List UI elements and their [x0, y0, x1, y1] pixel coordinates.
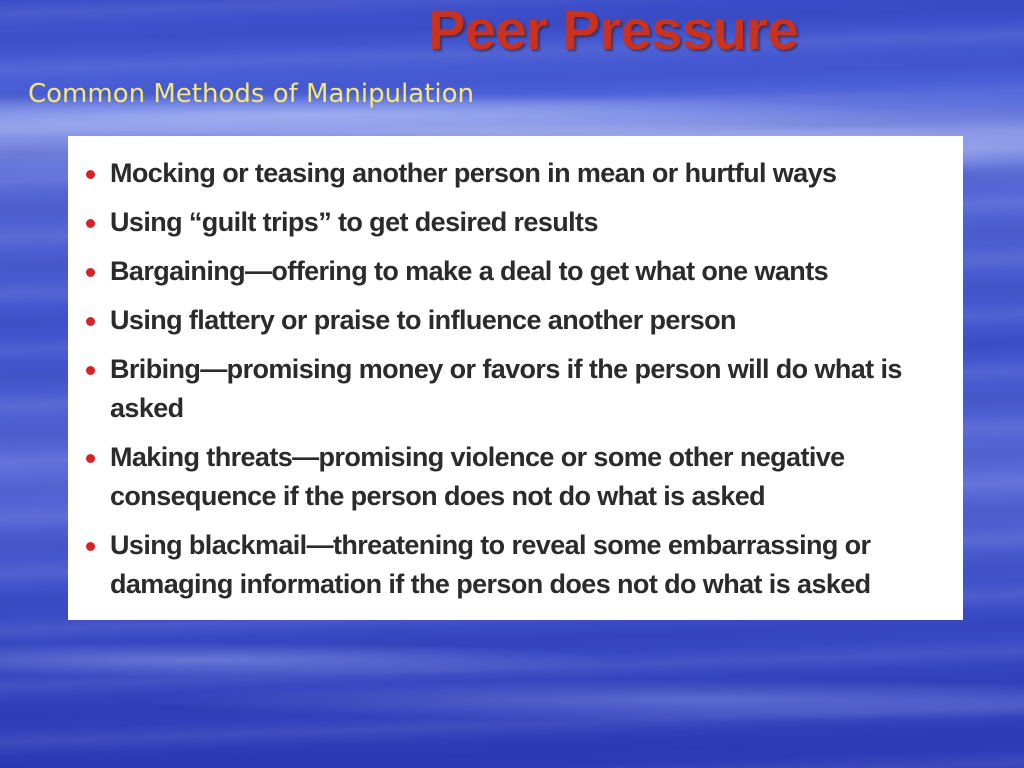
bullet-dot-icon: [86, 317, 95, 326]
bullet-text: Bribing—promising money or favors if the person will do what is asked: [110, 354, 902, 423]
bullet-dot-icon: [86, 219, 95, 228]
bullet-text: Bargaining—offering to make a deal to get what one wants: [110, 256, 828, 286]
bullet-dot-icon: [86, 170, 95, 179]
bullet-item: [86, 350, 943, 428]
bullet-item: [86, 526, 943, 604]
bullet-text: Using “guilt trips” to get desired results: [110, 207, 598, 237]
slide-title: Peer Pressure: [428, 0, 799, 61]
bullet-text: Mocking or teasing another person in mean or hurtful ways: [110, 158, 837, 188]
content-panel: [68, 136, 963, 620]
bullet-item: [86, 203, 943, 242]
bullet-text: Using flattery or praise to influence another person: [110, 305, 736, 335]
bullet-item: [86, 438, 943, 516]
bullet-dot-icon: [86, 366, 95, 375]
bullet-dot-icon: [86, 268, 95, 277]
bullet-item: [86, 301, 943, 340]
bullet-text: Using blackmail—threatening to reveal some embarrassing or damaging information if the person does not do what is asked: [110, 530, 871, 599]
bullet-dot-icon: [86, 454, 95, 463]
bullet-dot-icon: [86, 542, 95, 551]
bullet-item: [86, 252, 943, 291]
bullet-text: Making threats—promising violence or some other negative consequence if the person does not do what is asked: [110, 442, 845, 511]
bullet-item: [86, 154, 943, 193]
bullet-list: [86, 154, 943, 604]
slide-subtitle: Common Methods of Manipulation: [28, 79, 475, 109]
